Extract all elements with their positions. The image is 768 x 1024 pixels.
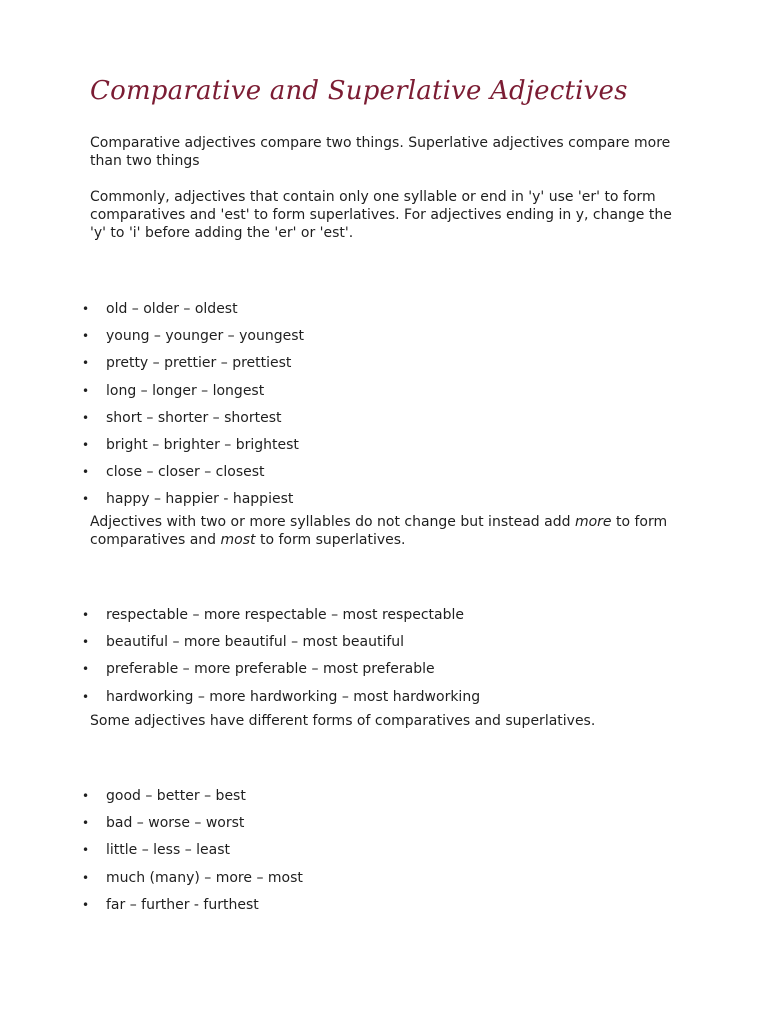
list-item: • happy – happier - happiest — [82, 491, 294, 508]
bullet-icon: • — [82, 608, 90, 622]
list-item: • pretty – prettier – prettiest — [82, 355, 292, 372]
bullet-icon: • — [82, 356, 90, 371]
list-item: • bad – worse – worst — [82, 815, 245, 832]
list-item: • young – younger – youngest — [82, 328, 305, 345]
bullet-icon: • — [82, 635, 90, 650]
list-item: • beautiful – more beautiful – most beautiful — [82, 634, 405, 651]
intro-paragraph: Comparative adjectives compare two things. Superlative adjectives compare more than two things — [90, 135, 671, 169]
list-item: • good – better – best — [82, 788, 246, 804]
bullet-icon: • — [82, 492, 90, 507]
list-item: • hardworking – more hardworking – most hardworking — [82, 688, 481, 705]
emphasis-more: more — [574, 514, 612, 530]
bullet-icon: • — [82, 410, 90, 425]
bullet-icon: • — [82, 789, 90, 803]
two-syllable-rule-paragraph: Adjectives with two or more syllables do not change but instead add more to form comparatives and most to form superlatives. — [90, 514, 668, 548]
bullet-icon: • — [82, 662, 90, 677]
bullet-icon: • — [82, 302, 90, 316]
bullet-icon: • — [82, 816, 90, 831]
list-item: • close – closer – closest — [82, 464, 265, 481]
irregular-rule-paragraph: Some adjectives have different forms of comparatives and superlatives. — [90, 713, 596, 729]
bullet-icon: • — [82, 689, 90, 704]
irregular-examples-list — [82, 787, 303, 923]
list-item: • far – further - furthest — [82, 896, 259, 913]
list-item: • old – older – oldest — [82, 301, 238, 317]
bullet-icon: • — [82, 329, 90, 344]
bullet-icon: • — [82, 465, 90, 480]
bullet-icon: • — [82, 383, 90, 398]
bullet-icon: • — [82, 843, 90, 858]
bullet-icon: • — [82, 897, 90, 912]
list-item: • respectable – more respectable – most respectable — [82, 607, 464, 623]
list-item: • little – less – least — [82, 842, 231, 859]
page-title: Comparative and Superlative Adjectives — [90, 76, 628, 106]
list-item: • preferable – more preferable – most preferable — [82, 661, 435, 678]
one-syllable-rule-paragraph: Commonly, adjectives that contain only one syllable or end in 'y' use 'er' to form comparatives and 'est' to form superlatives. For adjectives ending in y, change the 'y' to 'i' before adding the 'er' or 'est'. — [90, 189, 672, 241]
list-item: • bright – brighter – brightest — [82, 436, 299, 453]
one-syllable-examples-list — [82, 300, 304, 518]
emphasis-most: most — [220, 532, 256, 548]
bullet-icon: • — [82, 870, 90, 885]
two-syllable-examples-list — [82, 606, 480, 715]
bullet-icon: • — [82, 437, 90, 452]
list-item: • short – shorter – shortest — [82, 409, 282, 426]
list-item: • long – longer – longest — [82, 382, 265, 399]
list-item: • much (many) – more – most — [82, 869, 303, 886]
